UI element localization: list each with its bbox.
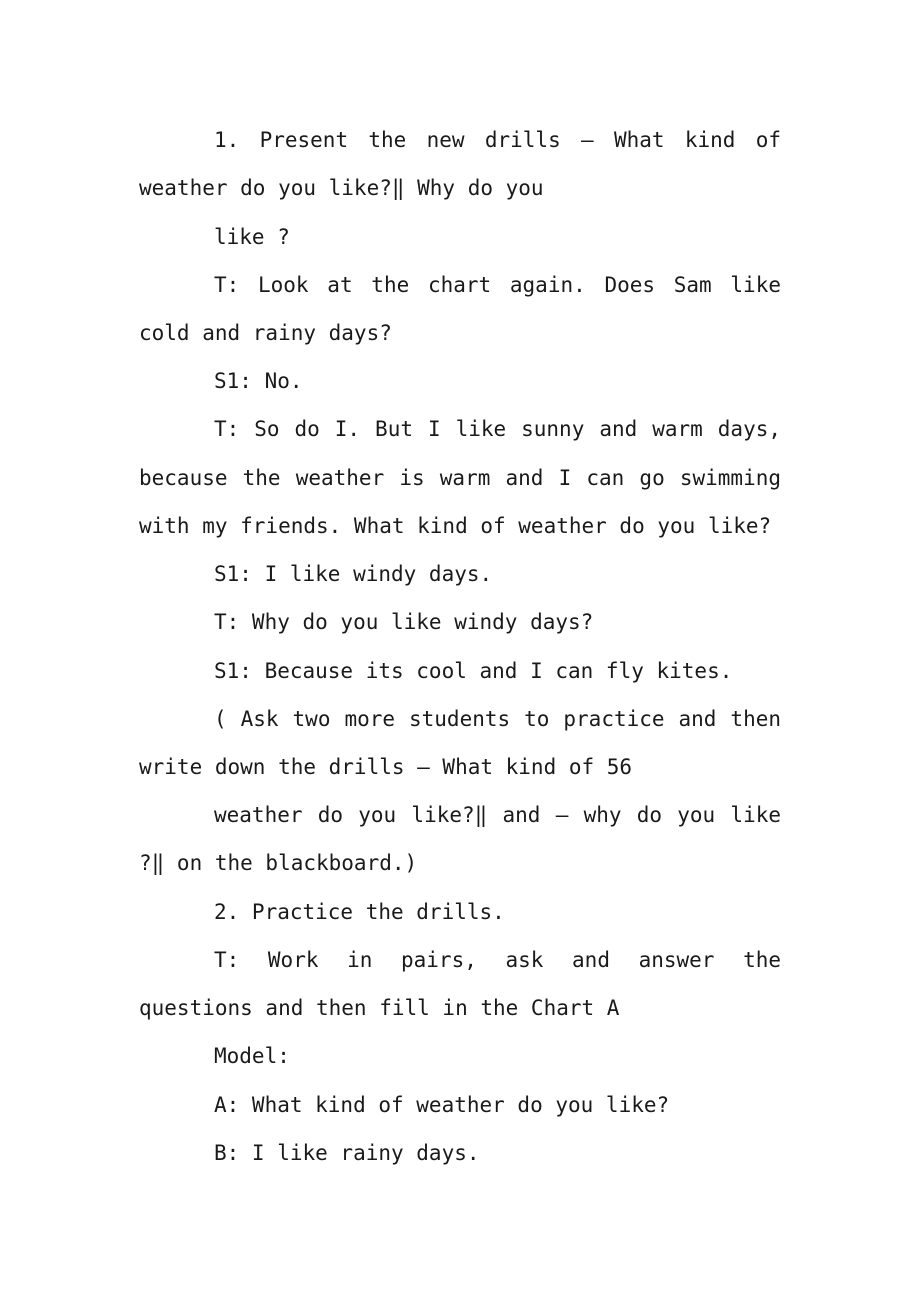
text-line: questions and then fill in the Chart A (139, 996, 620, 1020)
text-line-model-label: Model: (214, 1044, 290, 1068)
text-line: ?‖ on the blackboard.) (139, 851, 418, 875)
text-line: write down the drills — What kind of 56 (139, 755, 633, 779)
text-line: like ? (214, 225, 290, 249)
text-line-practice-heading: 2. Practice the drills. (214, 900, 505, 924)
text-line: weather do you like?‖ Why do you (139, 176, 544, 200)
text-line: T: Why do you like windy days? (214, 610, 594, 634)
text-line: S1: I like windy days. (214, 562, 493, 586)
text-line: A: What kind of weather do you like? (214, 1093, 670, 1117)
text-line: S1: No. (214, 369, 303, 393)
text-line: T: Work in pairs, ask and answer the (214, 948, 781, 972)
text-line: because the weather is warm and I can go swimming (139, 466, 781, 490)
text-line: with my friends. What kind of weather do you like? (139, 514, 772, 538)
text-line-drill-heading: 1. Present the new drills — What kind of (214, 128, 781, 152)
text-line: cold and rainy days? (139, 321, 392, 345)
text-line: weather do you like?‖ and — why do you like (214, 803, 781, 827)
text-line: S1: Because its cool and I can fly kites. (214, 659, 733, 683)
text-line: T: Look at the chart again. Does Sam like (214, 273, 781, 297)
text-line: B: I like rainy days. (214, 1141, 480, 1165)
text-line: T: So do I. But I like sunny and warm days, (214, 417, 781, 441)
text-line: ( Ask two more students to practice and then (214, 707, 781, 731)
